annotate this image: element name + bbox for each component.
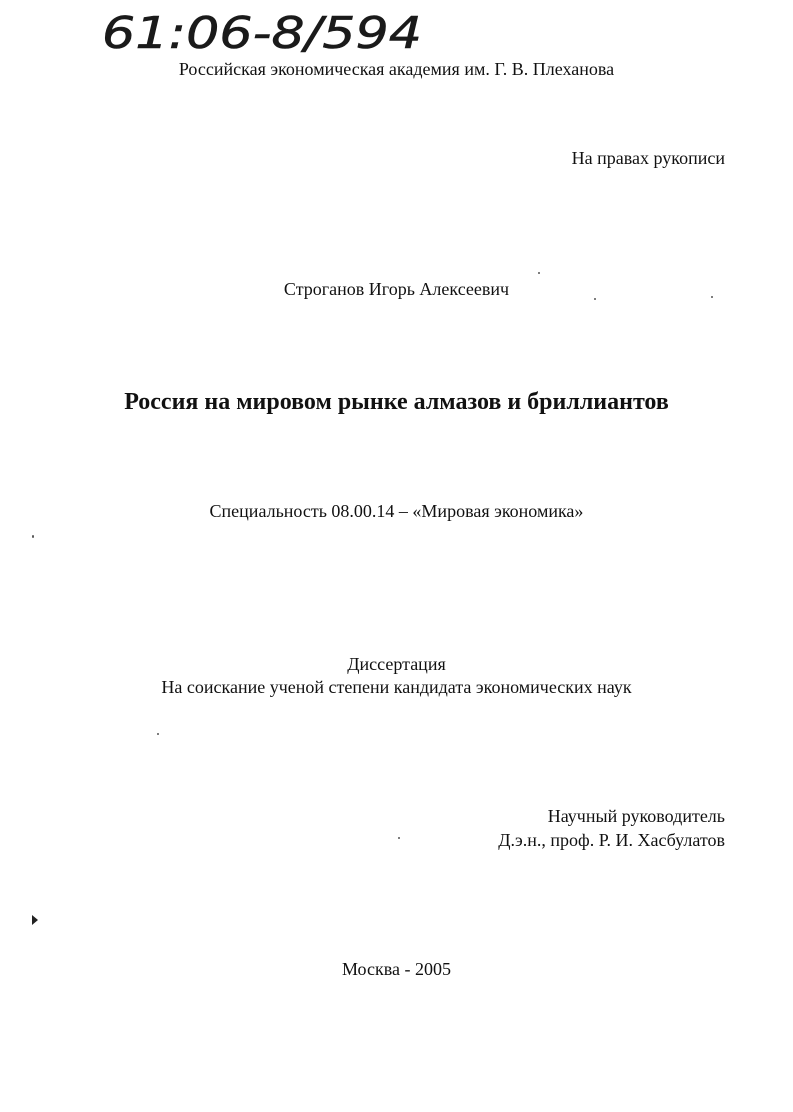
archive-number-text: 61:06-8/594 (102, 8, 422, 59)
scan-speck (157, 733, 159, 735)
degree-line: На соискание ученой степени кандидата экономических наук (161, 677, 632, 697)
author-name: Строганов Игорь Алексеевич (283, 279, 510, 299)
scan-speck (594, 298, 596, 300)
work-type: Диссертация (347, 654, 446, 674)
specialty: Специальность 08.00.14 – «Мировая экономика» (209, 501, 584, 521)
dissertation-title: Россия на мировом рынке алмазов и бриллиантов (124, 389, 669, 415)
scan-speck (538, 272, 540, 274)
scan-speck (32, 535, 34, 538)
supervisor-block (498, 804, 725, 852)
scan-speck (711, 296, 713, 298)
handwritten-archive-number (96, 0, 436, 62)
place-year: Москва - 2005 (342, 959, 451, 979)
scan-speck (398, 837, 400, 839)
supervisor-name: Д.э.н., проф. Р. И. Хасбулатов (498, 830, 725, 850)
institution-name: Российская экономическая академия им. Г. В. Плеханова (178, 59, 615, 79)
manuscript-rights-text: На правах рукописи (571, 148, 725, 168)
manuscript-rights-note (572, 146, 725, 170)
margin-mark (32, 915, 38, 925)
supervisor-label: Научный руководитель (547, 806, 725, 826)
